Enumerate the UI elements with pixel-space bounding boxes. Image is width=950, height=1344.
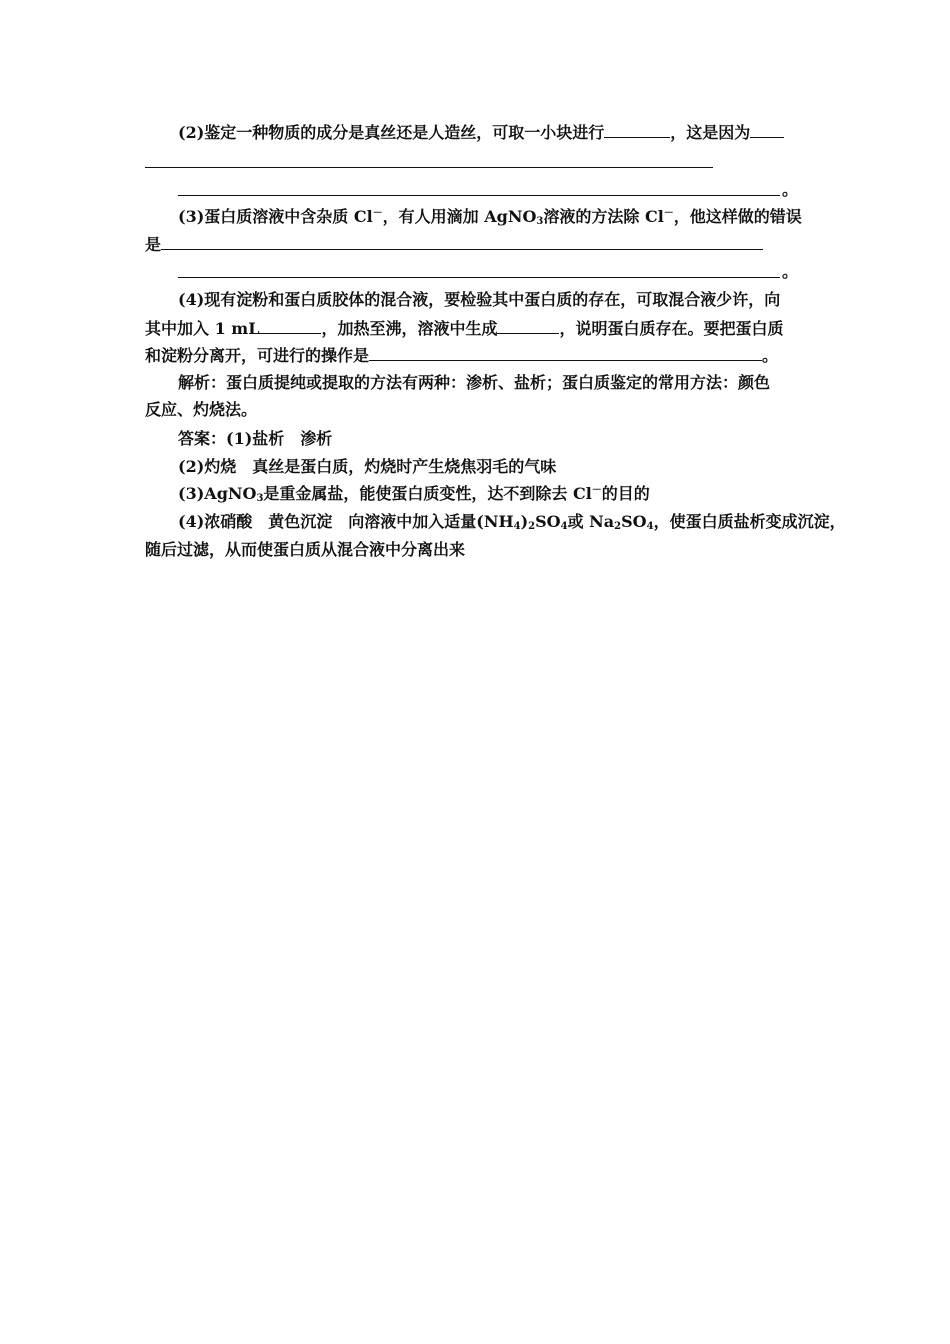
answer-4-sub-b: 2 xyxy=(528,521,536,532)
answer-4-paren: ) xyxy=(520,512,529,531)
answer-line4 xyxy=(178,512,846,532)
q3-line2 xyxy=(145,234,763,255)
answer-3-b: 是重金属盐，能使蛋白质变性，达不到除去 Cl xyxy=(263,484,592,503)
q4-text-e: 和淀粉分离开，可进行的操作是 xyxy=(145,346,370,365)
q2-blank-1[interactable] xyxy=(604,122,670,138)
answer-3-sub: 3 xyxy=(256,493,264,504)
q4-line2 xyxy=(145,318,784,339)
q3-text-b: ，有人用滴加 AgNO xyxy=(382,207,537,226)
analysis-line1 xyxy=(178,373,770,393)
q3-chloride-charge: － xyxy=(372,208,383,219)
q2-period: 。 xyxy=(782,180,799,199)
q4-blank-3[interactable] xyxy=(369,345,762,361)
q3-answer-rule-2[interactable] xyxy=(178,277,780,278)
answer-4-sub-c: 4 xyxy=(560,521,568,532)
q4-line1 xyxy=(178,290,780,310)
q3-agno3-sub: 3 xyxy=(536,216,544,227)
analysis-text-2: 反应、灼烧法。 xyxy=(145,400,258,419)
q2-blank-2[interactable] xyxy=(750,122,784,138)
q3-text-c: 溶液的方法除 Cl xyxy=(543,207,664,226)
answer-4-sub-d: 2 xyxy=(614,521,622,532)
answer-4-sub-a: 4 xyxy=(513,521,521,532)
q3-text-e: 是 xyxy=(145,235,162,254)
q2-end xyxy=(782,180,798,200)
answer-3-a: (3)AgNO xyxy=(178,484,257,503)
answer-4-or: 或 Na xyxy=(567,512,615,531)
q2-text-a: (2)鉴定一种物质的成分是真丝还是人造丝，可取一小块进行 xyxy=(178,123,605,142)
q4-text-c: ，加热至沸，溶液中生成 xyxy=(321,319,498,338)
answer-4-so-2: SO xyxy=(621,512,647,531)
q4-text-b: 其中加入 1 mL xyxy=(145,319,260,338)
answer-3-charge: － xyxy=(591,485,602,496)
q4-period: 。 xyxy=(762,346,779,365)
answer-4-a: (4)浓硝酸 黄色沉淀 向溶液中加入适量(NH xyxy=(178,512,514,531)
q3-line1 xyxy=(178,207,802,227)
q4-text-d: ，说明蛋白质存在。要把蛋白质 xyxy=(559,319,784,338)
answer-4-line2: 随后过滤，从而使蛋白质从混合液中分离出来 xyxy=(145,540,466,559)
q3-end xyxy=(782,262,798,282)
q3-period: 。 xyxy=(782,262,799,281)
answer-line1 xyxy=(178,429,332,449)
q2-text-b: ，这是因为 xyxy=(670,123,751,142)
answer-line2 xyxy=(178,457,556,477)
answer-2: (2)灼烧 真丝是蛋白质，灼烧时产生烧焦羽毛的气味 xyxy=(178,457,557,476)
q2-answer-rule-1[interactable] xyxy=(145,167,713,168)
analysis-line2 xyxy=(145,400,257,420)
answer-4-sub-e: 4 xyxy=(646,521,654,532)
answer-line5 xyxy=(145,540,465,560)
analysis-text-1: 解析：蛋白质提纯或提取的方法有两种：渗析、盐析；蛋白质鉴定的常用方法：颜色 xyxy=(178,373,771,392)
q3-text-d: ，他这样做的错误 xyxy=(673,207,802,226)
answer-line3 xyxy=(178,484,650,504)
q3-blank-1[interactable] xyxy=(161,234,763,250)
answer-3-c: 的目的 xyxy=(601,484,650,503)
q2-line1 xyxy=(178,122,784,143)
q4-blank-2[interactable] xyxy=(497,318,559,334)
q4-blank-1[interactable] xyxy=(259,318,321,334)
answer-1: 答案：(1)盐析 渗析 xyxy=(178,429,333,448)
q4-text-a: (4)现有淀粉和蛋白质胶体的混合液，要检验其中蛋白质的存在，可取混合液少许，向 xyxy=(178,290,781,309)
q2-answer-rule-2[interactable] xyxy=(178,195,780,196)
q4-line3 xyxy=(145,345,778,366)
q3-chloride-charge-2: － xyxy=(663,208,674,219)
answer-4-b: ，使蛋白质盐析变成沉淀， xyxy=(653,512,846,531)
q3-text-a: (3)蛋白质溶液中含杂质 Cl xyxy=(178,207,373,226)
answer-4-so: SO xyxy=(535,512,561,531)
